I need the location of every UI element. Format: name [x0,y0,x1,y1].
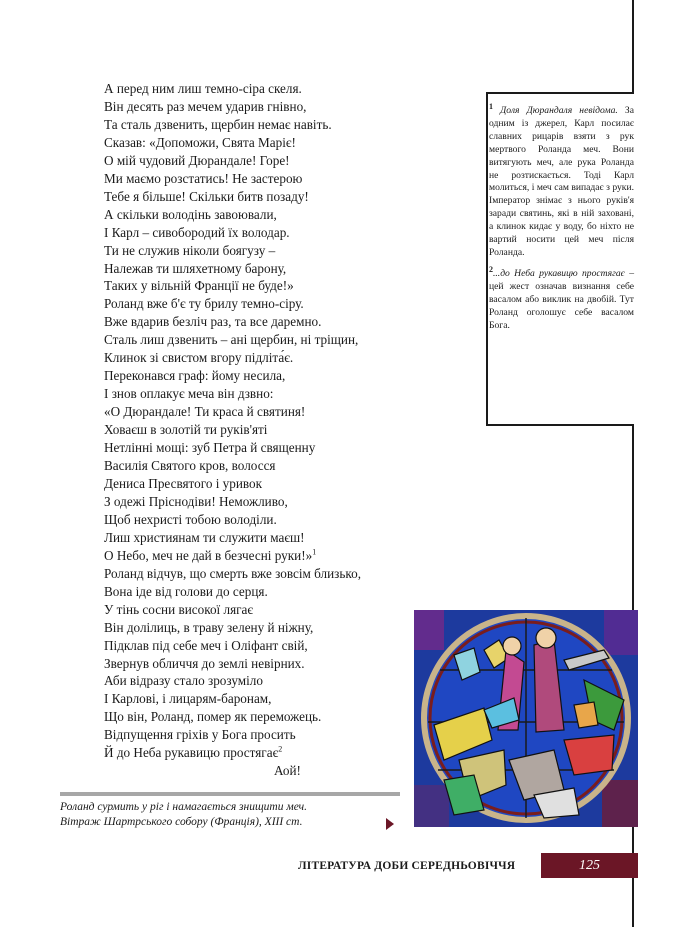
poem-line: Аби відразу стало зрозуміло [104,673,263,689]
poem-line: Він десять раз мечем ударив гнівно, [104,98,307,114]
footnote-text: За одним із джерел, Карл посилає славних рицарів взяти з рук мертвого Роланда меч. Вони витягують меч, але рука Роланда не розтискається. Тоді Карл молиться, і меч сам випадає з руки. Імператор знімає з нього руків'я заради святинь, які в ній заховані, а клинок кидає у воду, бо ніхто не вартий носити цей меч після Роланда. [489,105,634,258]
image-caption [60,800,400,829]
poem-line: Належав ти шляхетному барону, [104,260,287,276]
poem-line: Василія Святого кров, волосся [104,458,276,474]
footnote-marker-1[interactable]: 1 [312,547,317,557]
poem-line: Ховаєш в золотій ти руків'яті [104,422,268,438]
running-footer-title: ЛІТЕРАТУРА ДОБИ СЕРЕДНЬОВІЧЧЯ [298,860,516,872]
caption-line-2: Вітраж Шартрського собору (Франція), XIII ст. [60,815,303,828]
poem-line: Нетлінні мощі: зуб Петра й священну [104,440,316,456]
poem-line: О мій чудовий Дюрандале! Горе! [104,152,290,168]
footnote-rule-bottom [486,424,634,426]
page-number: 125 [541,853,638,878]
poem-line: Звернув обличчя до землі невірних. [104,655,305,671]
footnote-rule-left [486,92,488,424]
poem-line: О Небо, меч не дай в безчесні руки!»$^1$ [104,547,317,563]
footnote-term: Доля Дюрандаля невідома. [500,105,618,116]
caption-pointer-icon [386,818,394,830]
footnote-marker-2[interactable]: 2 [278,744,283,754]
poem-line: І Карл – сивобородий їх володар. [104,224,290,240]
poem-line: Клинок зі свистом вгору підліта́є. [104,350,294,366]
margin-rule-middle [632,424,634,610]
poem-line: Щоб нехристі тобою володіли. [104,511,277,527]
poem-text [104,80,434,780]
poem-line: Таких у вільній Франції не буде!» [104,278,294,294]
poem-line: Переконався граф: йому несила, [104,368,286,384]
poem-line: Лиш християнам ти служити маєш! [104,529,305,545]
footnote-2 [489,264,634,333]
poem-line: Вже вдарив безліч раз, та все даремно. [104,314,322,330]
poem-line: З одежі Пріснодіви! Неможливо, [104,493,288,509]
poem-line: Тебе я більше! Скільки битв позаду! [104,188,309,204]
poem-line: У тінь сосни високої лягає [104,601,254,617]
poem-line: Роланд відчув, що смерть вже зовсім близько, [104,565,361,581]
footnote-text: – цей жест означав визнання себе васалом або виклик на двобій. Тут Роланд оголошує себе васалом Бога. [489,267,634,331]
poem-line: Ти не служив ніколи боягузу – [104,242,276,258]
poem-line: Вона іде від голови до серця. [104,583,268,599]
footnote-number: 2 [489,264,493,274]
margin-rule-top [632,0,634,92]
poem-line: Й до Неба рукавицю простягає$^2$ [104,744,283,761]
poem-line: А перед ним лиш темно-сіра скеля. [104,81,302,96]
footnote-rule-top [486,92,634,94]
poem-line: Сказав: «Допоможи, Свята Маріє! [104,134,296,150]
poem-line: Роланд вже б'є ту брилу темно-сіру. [104,296,304,312]
footnote-number: 1 [489,101,493,111]
poem-line: Дениса Пресвятого і уривок [104,475,263,491]
caption-divider [60,792,400,796]
footnote-1 [489,101,634,260]
stained-glass-image [414,610,638,827]
poem-refrain: Аой! [274,763,301,779]
poem-line: Та сталь дзвенить, щербин немає навіть. [104,116,332,132]
poem-line: І знов оплакує меча він дзвно: [104,386,274,402]
stained-glass-illustration [414,610,638,827]
caption-line-1: Роланд сурмить у ріг і намагається знищити меч. [60,801,308,813]
footnotes [489,101,634,340]
poem-line: Він долілиць, в траву зелену й ніжну, [104,619,314,635]
poem-line: Сталь лиш дзвенить – ані щербин, ні тріщин, [104,332,359,348]
poem-line: А скільки володінь завоювали, [104,206,277,222]
poem-line: І Карлові, і лицарям-баронам, [104,691,272,707]
poem-line: Підклав під себе меч і Оліфант свій, [104,637,308,653]
poem-line: «О Дюрандале! Ти краса й святиня! [104,404,306,420]
poem-line: Відпущення гріхів у Бога просить [104,727,296,743]
poem-line: Що він, Роланд, помер як переможець. [104,709,322,725]
footnote-term: ...до Неба рукавицю простягає [493,267,625,279]
poem-line: Ми маємо розстатись! Не застерою [104,170,303,186]
